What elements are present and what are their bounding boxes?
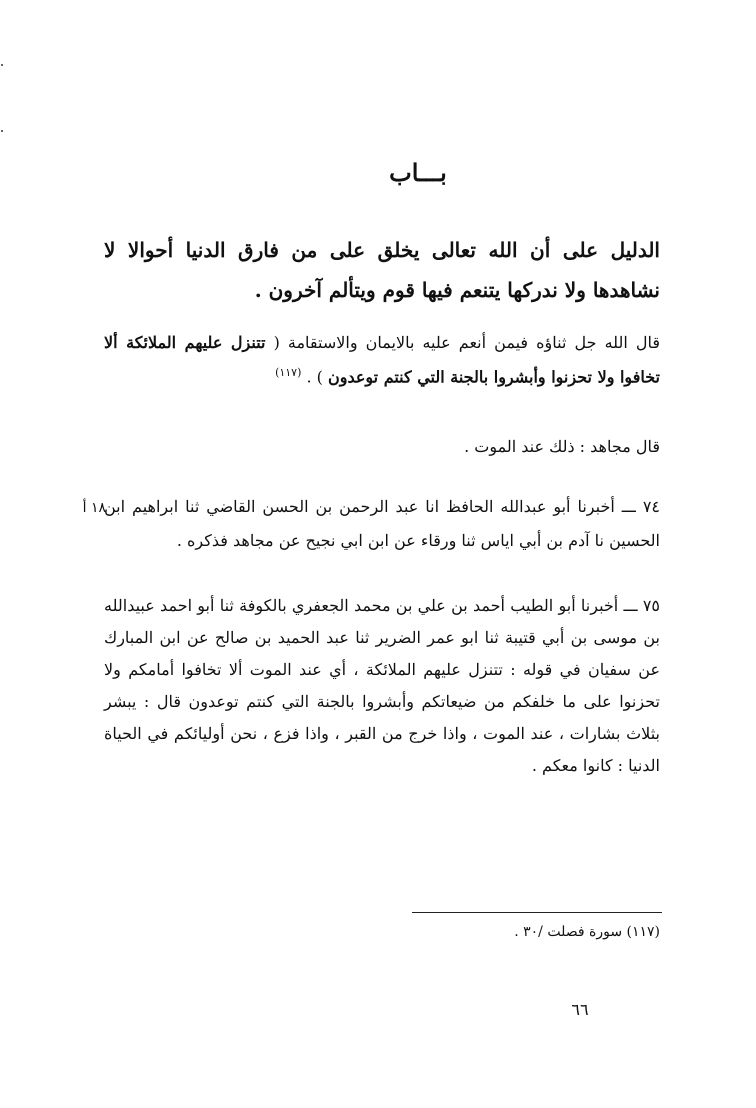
footnote-ref: (١١٧) [275, 366, 302, 379]
hadith-75: ٧٥ ـــ أخبرنا أبو الطيب أحمد بن علي بن محمد الجعفري بالكوفة ثنا أبو احمد عبيدالله بن موسى بن أبي قتيبة ثنا ابو عمر الضرير ثنا عبد الحميد بن صالح عن ابن المبارك عن سفيان في قوله : تتنزل عليهم الملائكة ، أي عند الموت ألا تخافوا أمامكم ولا تحزنوا على ما خلفكم من ضيعاتكم وأبشروا بالجنة التي كنتم توعدون قال : يبشر بثلاث بشارات ، عند الموت ، واذا خرج من القبر ، واذا فزع ، نحن أوليائكم في الحياة الدنيا : كانوا معكم . [104, 596, 660, 775]
chapter-heading: بـــاب [389, 158, 447, 187]
footnote-divider [412, 912, 662, 913]
margin-folio-note: ١٨ أ [82, 500, 106, 516]
mujahid-statement: قال مجاهد : ذلك عند الموت . [464, 437, 660, 456]
intro-closing: ) . [306, 367, 328, 387]
intro-paragraph [104, 328, 660, 392]
page-number: ٦٦ [571, 1000, 589, 1019]
hadith-74: ٧٤ ـــ أخبرنا أبو عبدالله الحافظ انا عبد الرحمن بن الحسن القاضي ثنا ابراهيم ابن الحسين نا آدم بن أبي اياس ثنا ورقاء عن ابن ابي نجيح عن مجاهد فذكره . [104, 497, 660, 550]
intro-text: قال الله جل ثناؤه فيمن أنعم عليه بالايمان والاستقامة ( [265, 333, 660, 352]
quran-verse: تتنزل عليهم الملائكة ألا تخافوا ولا تحزنوا وأبشروا بالجنة التي كنتم توعدون [104, 333, 660, 387]
scan-speck [1, 130, 3, 132]
chapter-title: الدليل على أن الله تعالى يخلق على من فارق الدنيا أحوالا لا نشاهدها ولا ندركها يتنعم فيها قوم ويتألم آخرون . [104, 238, 660, 302]
footnote: (١١٧) سورة فصلت /٣٠ . [514, 924, 660, 940]
scan-speck [1, 64, 3, 66]
